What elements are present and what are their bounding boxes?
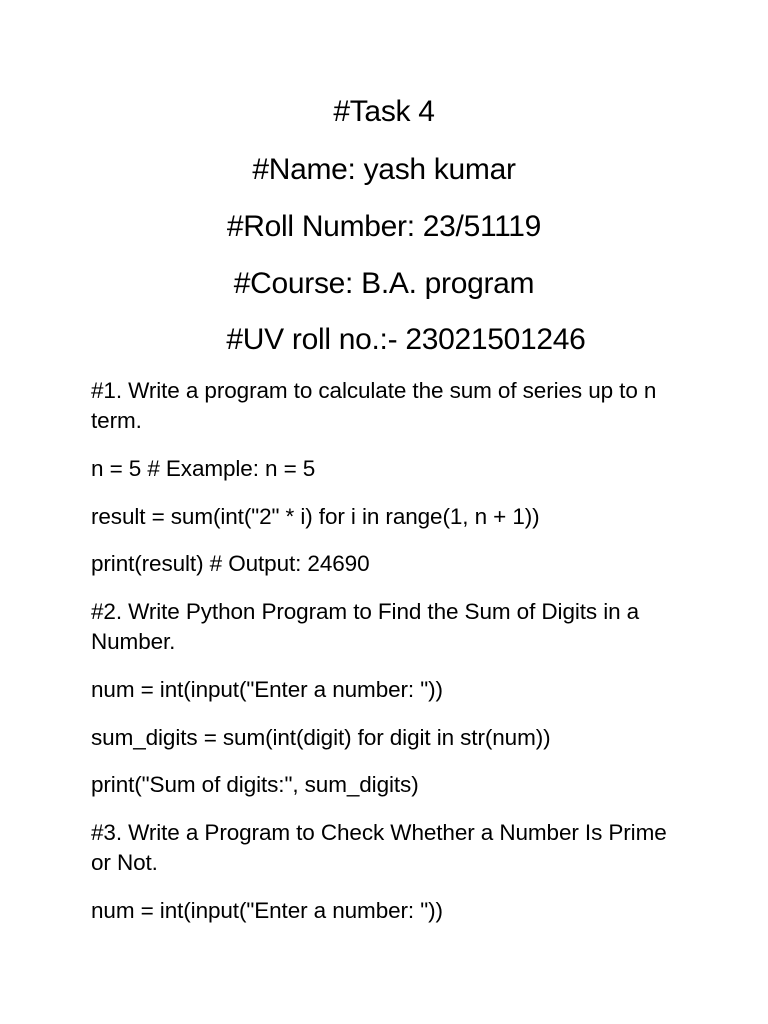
code-line: n = 5 # Example: n = 5: [91, 456, 316, 481]
code-line: num = int(input("Enter a number: ")): [91, 677, 443, 702]
code-line: result = sum(int("2" * i) for i in range(1, n + 1)): [91, 504, 540, 529]
code-line: num = int(input("Enter a number: ")): [91, 898, 443, 923]
code-line: print(result) # Output: 24690: [91, 551, 370, 576]
question-2: #2. Write Python Program to Find the Sum of Digits in a Number.: [91, 599, 640, 654]
course-name: #Course: B.A. program: [233, 267, 535, 300]
student-name: #Name: yash kumar: [252, 153, 516, 186]
task-title: #Task 4: [333, 95, 435, 128]
uv-roll-number: #UV roll no.:- 23021501246: [226, 323, 586, 356]
roll-number: #Roll Number: 23/51119: [226, 210, 542, 243]
question-3: #3. Write a Program to Check Whether a Number Is Prime or Not.: [91, 820, 667, 875]
code-line: print("Sum of digits:", sum_digits): [91, 772, 419, 797]
code-line: sum_digits = sum(int(digit) for digit in str(num)): [91, 725, 551, 750]
question-1: #1. Write a program to calculate the sum of series up to n term.: [91, 378, 657, 433]
